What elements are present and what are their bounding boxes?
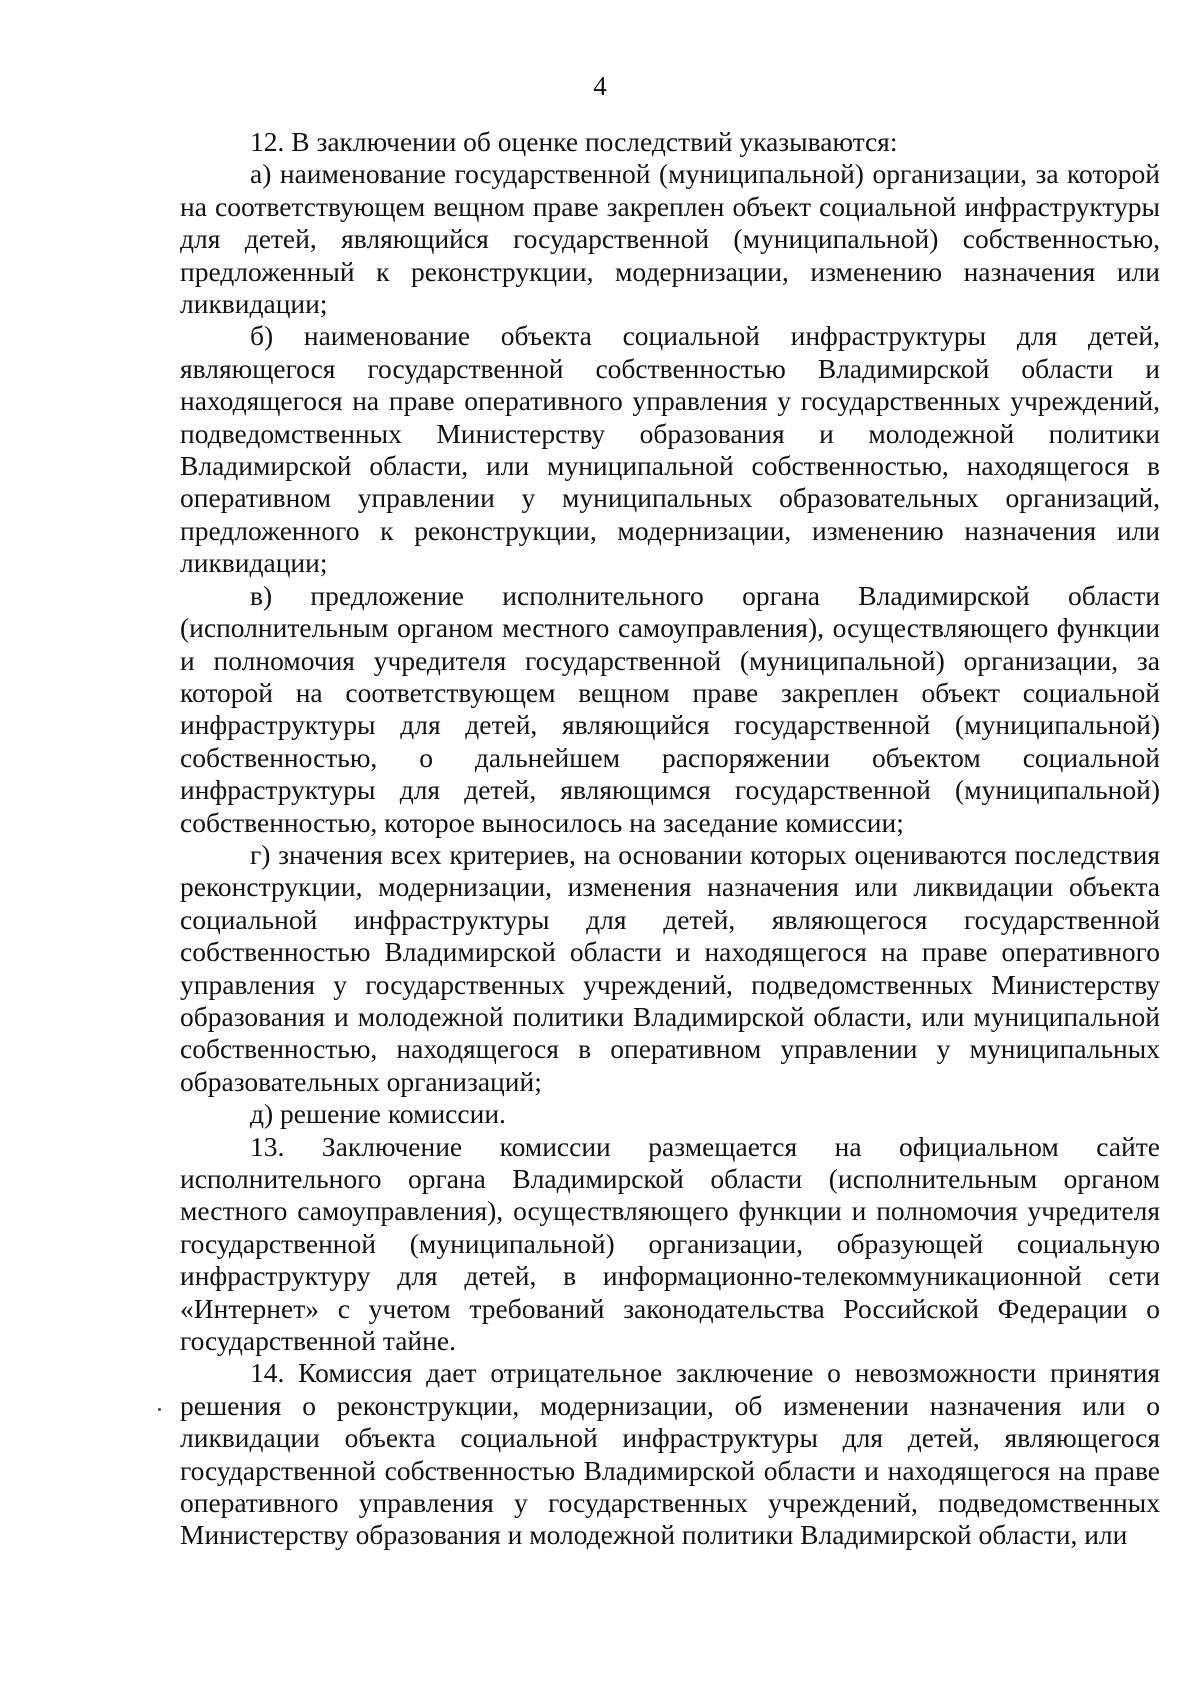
paragraph-12-item-d: д) решение комиссии. [250,1098,506,1130]
paragraph-12-item-v: в) предложение исполнительного органа Владимирской области (исполнительным органом местного самоуправления), осуществляющего функции и полномочия учредителя государственной (муниципальной) организации, за которой на соответствующем вещном праве закреплен объект социальной инфраструктуры для детей, являющийся государственной (муниципальной) собственностью, о дальнейшем распоряжении объектом социальной инфраструктуры для детей, являющимся государственной (муниципальной) собственностью, которое выносилось на заседание комиссии; [180,579,1160,838]
paragraph-13: 13. Заключение комиссии размещается на официальном сайте исполнительного органа Владимирской области (исполнительным органом местного самоуправления), осуществляющего функции и полномочия учредителя государственной (муниципальной) организации, образующей социальную инфраструктуру для детей, в информационно-телекоммуникационной сети «Интернет» с учетом требований законодательства Российской Федерации о государственной тайне. [180,1130,1160,1357]
paragraph-14: 14. Комиссия дает отрицательное заключение о невозможности принятия решения о реконструкции, модернизации, об изменении назначения или о ликвидации объекта социальной инфраструктуры для детей, являющегося государственной собственностью Владимирской области и находящегося на праве оперативного управления у государственных учреждений, подведомственных Министерству образования и молодежной политики Владимирской области, или [180,1357,1160,1551]
paragraph-12-item-a: а) наименование государственной (муниципальной) организации, за которой на соответствующем вещном праве закреплен объект социальной инфраструктуры для детей, являющийся государственной (муниципальной) собственностью, предложенный к реконструкции, модернизации, изменению назначения или ликвидации; [180,158,1160,320]
paragraph-12-item-b: б) наименование объекта социальной инфраструктуры для детей, являющегося государственной собственностью Владимирской области и находящегося на праве оперативного управления у государственных учреждений, подведомственных Министерству образования и молодежной политики Владимирской области, или муниципальной собственностью, находящегося в оперативном управлении у муниципальных образовательных организаций, предложенного к реконструкции, модернизации, изменению назначения или ликвидации; [180,320,1160,579]
scan-speck [158,1408,161,1411]
paragraph-12-item-g: г) значения всех критериев, на основании которых оцениваются последствия реконструкции, модернизации, изменения назначения или ликвидации объекта социальной инфраструктуры для детей, являющегося государственной собственностью Владимирской области и находящегося на праве оперативного управления у государственных учреждений, подведомственных Министерству образования и молодежной политики Владимирской области, или муниципальной собственностью, находящегося в оперативном управлении у муниципальных образовательных организаций; [180,838,1160,1097]
page-number: 4 [593,71,607,101]
document-body [180,126,1160,1552]
paragraph-12-heading: 12. В заключении об оценке последствий указываются: [250,126,898,157]
